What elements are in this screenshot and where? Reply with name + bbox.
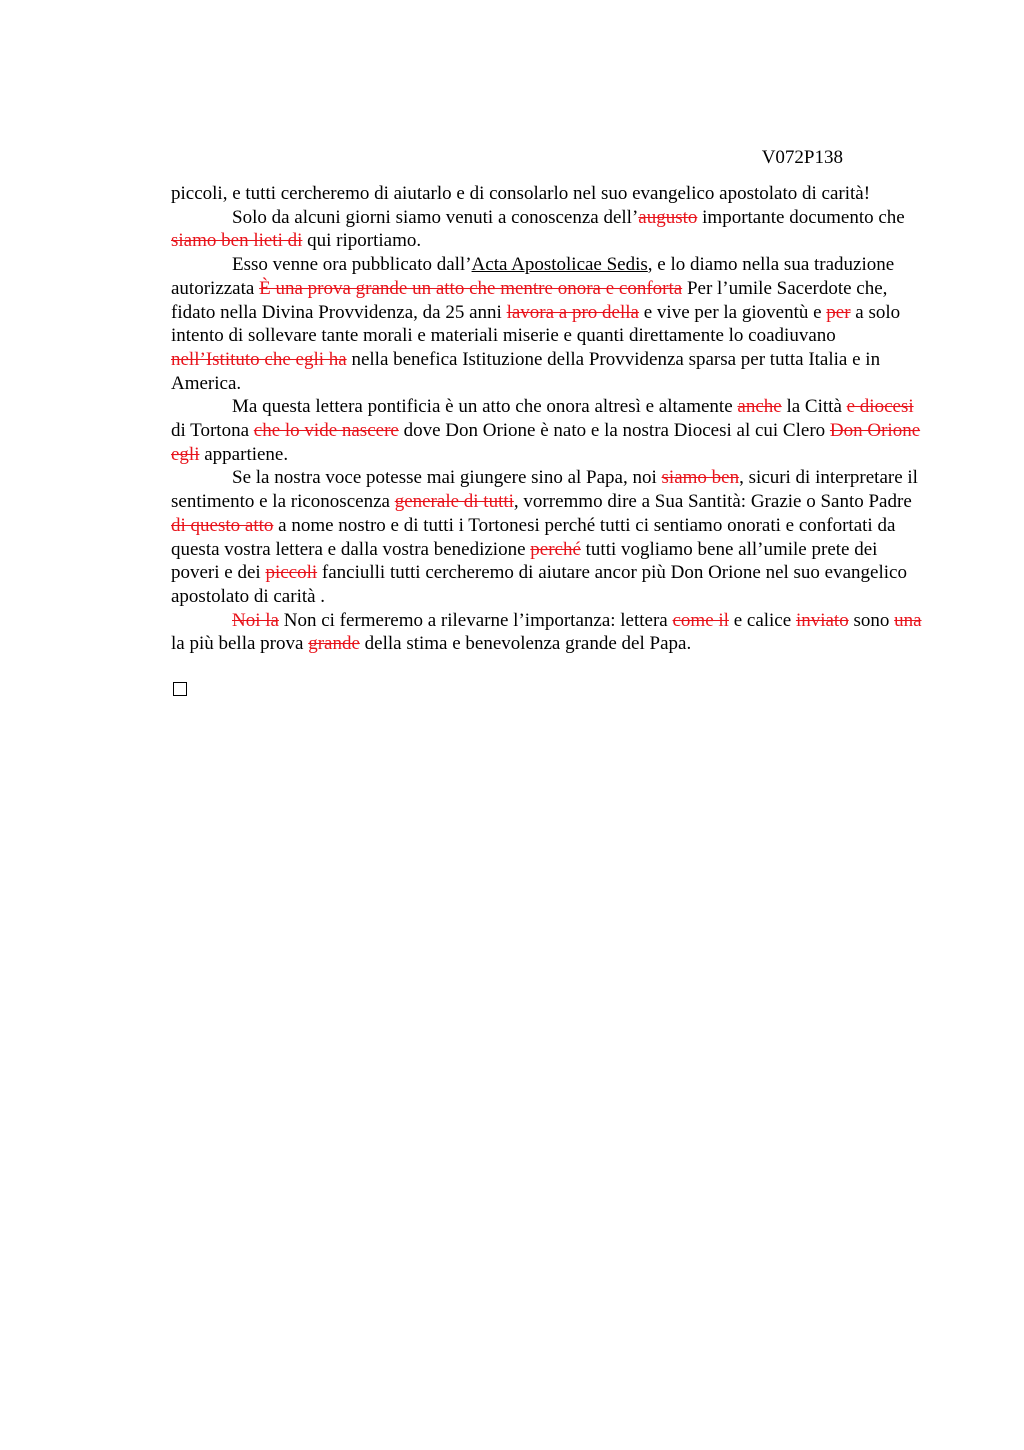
deleted-text: augusto <box>638 206 698 228</box>
paragraph <box>171 253 926 395</box>
document-page <box>171 146 926 696</box>
deleted-text: che lo vide nascere <box>253 420 399 442</box>
deleted-text: perché <box>530 538 581 560</box>
page-reference: V072P138 <box>761 147 843 168</box>
text-run: , sicuri di interpretare il sentimento e la riconoscenza <box>171 467 918 513</box>
text-run: la più bella prova <box>171 633 309 655</box>
text-run: qui riportiamo. <box>302 230 422 252</box>
deleted-text: nell’Istituto che egli ha <box>171 348 347 370</box>
text-run: dove Don Orione è nato e la nostra Diocesi al cui Clero <box>398 420 830 442</box>
text-run: Per l’umile Sacerdote che, fidato nella Divina Provvidenza, da 25 anni <box>171 277 888 323</box>
deleted-text: Don Orione egli <box>171 420 921 465</box>
text-run: piccoli, e tutti cercheremo di aiutarlo e di consolarlo nel suo evangelico apostolato di carità! <box>171 183 871 204</box>
text-run: fanciulli tutti cercheremo di aiutare ancor più Don Orione nel suo evangelico apostolato di carità . <box>171 562 907 607</box>
deleted-text: generale di tutti <box>394 491 514 513</box>
text-run: importante documento che <box>697 206 905 228</box>
text-run: , vorremmo dire a Sua Santità: Grazie o Santo Padre <box>513 491 912 513</box>
deleted-text: grande <box>308 633 360 655</box>
deleted-text: e diocesi <box>846 396 914 418</box>
paragraph <box>171 182 926 206</box>
text-run: a nome nostro e di tutti i Tortonesi perché tutti ci sentiamo onorati e confortati da questa vostra lettera e dalla vostra benedizione <box>171 514 896 560</box>
text-run: sono <box>848 609 895 631</box>
text-run: della stima e benevolenza grande del Papa. <box>359 633 692 655</box>
deleted-text: siamo ben <box>661 467 740 489</box>
text-run: Ma questa lettera pontificia è un atto che onora altresì e altamente <box>232 396 738 418</box>
paragraph <box>171 395 926 466</box>
underlined-text: Acta Apostolicae Sedis <box>471 254 648 276</box>
deleted-text: È una prova grande un atto che mentre onora e conforta <box>259 277 683 299</box>
deleted-text: siamo ben lieti di <box>171 230 303 252</box>
text-run: Esso venne ora pubblicato dall’ <box>232 254 472 276</box>
deleted-text: come il <box>672 609 729 631</box>
deleted-text: anche <box>737 396 782 418</box>
deleted-text: per <box>826 301 851 323</box>
text-run: e calice <box>728 609 796 631</box>
text-run: tutti vogliamo bene all’umile prete dei poveri e dei <box>171 538 878 584</box>
text-run: di Tortona <box>171 420 254 442</box>
deleted-text: inviato <box>795 609 849 631</box>
text-run: a solo intento di sollevare tante morali e materiali miserie e quanti direttamente lo coadiuvano <box>171 301 901 347</box>
deleted-text: Noi la <box>232 609 279 631</box>
text-run: Se la nostra voce potesse mai giungere sino al Papa, noi <box>232 467 662 489</box>
text-run: , e lo diamo nella sua traduzione autorizzata <box>171 254 895 299</box>
checkbox-icon <box>173 682 187 696</box>
text-run: la Città <box>781 396 847 418</box>
deleted-text: di questo atto <box>171 514 274 536</box>
deleted-text: una <box>894 609 922 631</box>
paragraph <box>171 466 926 608</box>
deleted-text: lavora a pro della <box>506 301 639 323</box>
text-run: Solo da alcuni giorni siamo venuti a conoscenza dell’ <box>232 206 639 228</box>
paragraph <box>171 206 926 253</box>
document-body <box>171 182 926 656</box>
text-run: Non ci fermeremo a rilevarne l’importanza: lettera <box>278 609 673 631</box>
text-run: e vive per la gioventù e <box>638 301 827 323</box>
text-run: appartiene. <box>199 443 289 465</box>
text-run: nella benefica Istituzione della Provvidenza sparsa per tutta Italia e in America. <box>171 348 881 394</box>
paragraph <box>171 609 926 656</box>
deleted-text: piccoli <box>265 562 318 584</box>
